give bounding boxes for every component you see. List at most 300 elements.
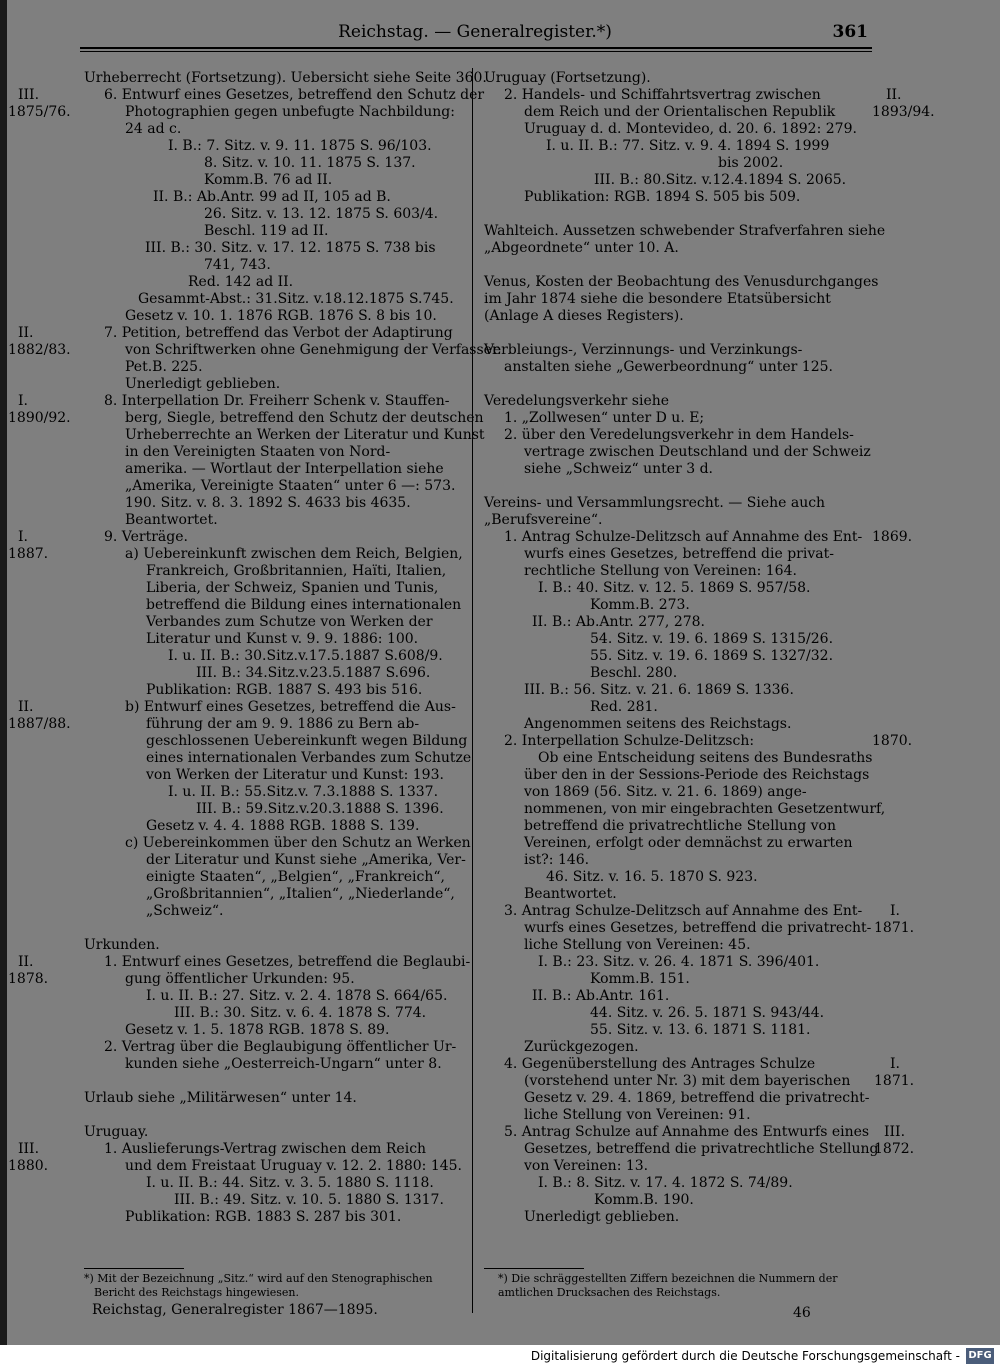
text-line — [8, 1175, 468, 1192]
text-line — [8, 665, 468, 682]
text-line — [480, 869, 940, 886]
line-text: 3. Antrag Schulze-Delitzsch auf Annahme des Ent- — [504, 903, 863, 919]
text-line — [480, 699, 940, 716]
line-text: anstalten siehe „Gewerbeordnung“ unter 125. — [504, 359, 833, 375]
text-line — [480, 206, 940, 223]
line-text: amerika. — Wortlaut der Interpellation siehe — [125, 461, 444, 477]
text-line — [480, 274, 940, 291]
line-text: Uruguay d. d. Montevideo, d. 20. 6. 1892: 279. — [524, 121, 857, 137]
text-line — [8, 1022, 468, 1039]
text-line — [480, 937, 940, 954]
text-line — [480, 1056, 940, 1073]
line-text: I. u. II. B.: 44. Sitz. v. 3. 5. 1880 S. 1118. — [146, 1175, 434, 1191]
text-line — [8, 869, 468, 886]
line-text: Red. 281. — [590, 699, 658, 715]
text-line — [8, 546, 468, 563]
line-text: 2. über den Veredelungsverkehr in dem Handels- — [504, 427, 854, 443]
line-text: Literatur und Kunst v. 9. 9. 1886: 100. — [146, 631, 419, 647]
text-line — [480, 886, 940, 903]
text-line — [8, 1073, 468, 1090]
line-text: a) Uebereinkunft zwischen dem Reich, Belgien, — [125, 546, 463, 562]
footnote-line: amtlichen Drucksachen des Reichstags. — [498, 1286, 721, 1299]
line-text: 4. Gegenüberstellung des Antrages Schulze — [504, 1056, 816, 1072]
text-line — [8, 614, 468, 631]
line-text: 6. Entwurf eines Gesetzes, betreffend den Schutz der — [104, 87, 485, 103]
margin-session-note: 1875/76. — [8, 104, 71, 120]
line-text: „Amerika, Vereinigte Staaten“ unter 6 —: 573. — [125, 478, 456, 494]
line-text: Zurückgezogen. — [524, 1039, 639, 1055]
line-text: von Werken der Literatur und Kunst: 193. — [146, 767, 444, 783]
footnote-line: Bericht des Reichstags hingewiesen. — [94, 1286, 300, 1299]
line-text: 44. Sitz. v. 26. 5. 1871 S. 943/44. — [590, 1005, 825, 1021]
signature-mark: 46 — [793, 1305, 811, 1321]
text-line — [8, 971, 468, 988]
line-text: Gesetzes, betreffend die privatrechtliche Stellung — [524, 1141, 879, 1157]
margin-session-note: 1882/83. — [8, 342, 71, 358]
text-line — [8, 835, 471, 852]
line-text: „Großbritannien“, „Italien“, „Niederlande“, — [146, 886, 455, 902]
line-text: 741, 743. — [204, 257, 271, 273]
line-text: Publikation: RGB. 1883 S. 287 bis 301. — [125, 1209, 402, 1225]
text-line — [480, 597, 940, 614]
line-text: Red. 142 ad II. — [188, 274, 294, 290]
line-text: c) Uebereinkommen über den Schutz an Werken — [125, 835, 471, 851]
line-text: Gesetz v. 29. 4. 1869, betreffend die privatrecht- — [524, 1090, 870, 1106]
text-line — [8, 580, 468, 597]
margin-session-note: I. — [890, 903, 900, 919]
line-text: Frankreich, Großbritannien, Haïti, Italien, — [146, 563, 447, 579]
footnote-line: *) Mit der Bezeichnung „Sitz.“ wird auf den Stenographischen — [84, 1272, 433, 1285]
text-line — [8, 495, 468, 512]
line-text: einigte Staaten“, „Belgien“, „Frankreich“, — [146, 869, 446, 885]
page-header — [80, 20, 870, 46]
line-text: 1. Entwurf eines Gesetzes, betreffend die Beglaubi- — [104, 954, 471, 970]
text-line — [480, 920, 940, 937]
margin-session-note: 1887. — [8, 546, 49, 562]
line-text: 7. Petition, betreffend das Verbot der Adaptirung — [104, 325, 453, 341]
text-line — [8, 1107, 468, 1124]
line-text: Photographien gegen unbefugte Nachbildung: — [125, 104, 455, 120]
text-line — [480, 121, 940, 138]
line-text: III. B.: 49. Sitz. v. 10. 5. 1880 S. 1317. — [174, 1192, 444, 1208]
text-line — [480, 665, 940, 682]
line-text: I. B.: 7. Sitz. v. 9. 11. 1875 S. 96/103. — [168, 138, 432, 154]
margin-session-note: 1890/92. — [8, 410, 71, 426]
text-line — [480, 954, 940, 971]
line-text: 2. Interpellation Schulze-Delitzsch: — [504, 733, 755, 749]
text-line — [8, 70, 487, 87]
text-line — [480, 104, 940, 121]
text-line — [480, 189, 940, 206]
line-text: 55. Sitz. v. 19. 6. 1869 S. 1327/32. — [590, 648, 834, 664]
line-text: I. u. II. B.: 27. Sitz. v. 2. 4. 1878 S. 664/65. — [146, 988, 448, 1004]
line-text: Pet.B. 225. — [125, 359, 203, 375]
text-line — [480, 291, 940, 308]
text-line — [480, 801, 940, 818]
text-line — [480, 988, 940, 1005]
text-line — [480, 70, 940, 87]
line-text: Beschl. 280. — [590, 665, 678, 681]
text-line — [8, 699, 468, 716]
line-text: führung der am 9. 9. 1886 zu Bern ab- — [146, 716, 420, 732]
text-line — [8, 818, 468, 835]
margin-session-note: II. — [18, 699, 34, 715]
text-line — [480, 733, 940, 750]
line-text: rechtliche Stellung von Vereinen: 164. — [524, 563, 797, 579]
margin-session-note: I. — [18, 393, 28, 409]
line-text: Beantwortet. — [125, 512, 218, 528]
text-line — [8, 801, 468, 818]
line-text: Komm.B. 151. — [590, 971, 690, 987]
text-line — [480, 172, 940, 189]
text-line — [8, 1192, 468, 1209]
text-line — [480, 87, 940, 104]
text-line — [8, 291, 468, 308]
text-line — [8, 682, 468, 699]
line-text: II. B.: Ab.Antr. 99 ad II, 105 ad B. — [153, 189, 391, 205]
text-line — [480, 478, 940, 495]
line-text: der Literatur und Kunst siehe „Amerika, Ver- — [146, 852, 466, 868]
line-text: dem Reich und der Orientalischen Republik — [524, 104, 836, 120]
text-line — [8, 512, 468, 529]
margin-session-note: 1870. — [872, 733, 913, 749]
text-line — [480, 784, 940, 801]
line-text: III. B.: 34.Sitz.v.23.5.1887 S.696. — [196, 665, 431, 681]
text-line — [480, 1175, 940, 1192]
text-line — [480, 767, 940, 784]
text-line — [480, 716, 940, 733]
line-text: I. B.: 23. Sitz. v. 26. 4. 1871 S. 396/401. — [538, 954, 820, 970]
line-text: siehe „Schweiz“ unter 3 d. — [524, 461, 713, 477]
line-text: III. B.: 80.Sitz. v.12.4.1894 S. 2065. — [594, 172, 847, 188]
line-text: „Schweiz“. — [146, 903, 224, 919]
margin-session-note: II. — [18, 325, 34, 341]
line-text: I. B.: 40. Sitz. v. 12. 5. 1869 S. 957/58. — [538, 580, 811, 596]
text-line — [480, 495, 940, 512]
text-line — [480, 427, 940, 444]
line-text: bis 2002. — [718, 155, 784, 171]
line-text: berg, Siegle, betreffend den Schutz der deutschen — [125, 410, 484, 426]
margin-session-note: 1872. — [874, 1141, 915, 1157]
text-line — [8, 597, 468, 614]
footnote-line: *) Die schräggestellten Ziffern bezeichnen die Nummern der — [498, 1272, 838, 1285]
text-line — [8, 206, 468, 223]
text-line — [480, 376, 940, 393]
line-text: vertrage zwischen Deutschland und der Schweiz — [524, 444, 871, 460]
line-text: I. B.: 8. Sitz. v. 17. 4. 1872 S. 74/89. — [538, 1175, 793, 1191]
line-text: Angenommen seitens des Reichstags. — [524, 716, 792, 732]
text-line — [480, 1039, 940, 1056]
text-line — [480, 1124, 940, 1141]
line-text: 54. Sitz. v. 19. 6. 1869 S. 1315/26. — [590, 631, 834, 647]
line-text: I. u. II. B.: 30.Sitz.v.17.5.1887 S.608/9. — [168, 648, 443, 664]
text-line — [480, 818, 940, 835]
text-line — [480, 563, 940, 580]
line-text: 5. Antrag Schulze auf Annahme des Entwurfs eines — [504, 1124, 870, 1140]
margin-session-note: II. — [18, 954, 34, 970]
text-line — [480, 614, 940, 631]
text-line — [480, 461, 940, 478]
text-line — [8, 784, 468, 801]
text-line — [8, 410, 484, 427]
column-divider — [472, 68, 473, 1313]
left-column — [8, 70, 502, 1226]
line-text: Publikation: RGB. 1894 S. 505 bis 509. — [524, 189, 801, 205]
text-line — [8, 886, 468, 903]
text-line — [8, 104, 468, 121]
line-text: 1. Auslieferungs-Vertrag zwischen dem Reich — [104, 1141, 427, 1157]
text-line — [480, 342, 940, 359]
text-line — [8, 257, 468, 274]
line-text: Venus, Kosten der Beobachtung des Venusdurchganges — [484, 274, 879, 290]
margin-session-note: 1871. — [874, 920, 915, 936]
text-line — [8, 1209, 468, 1226]
margin-session-note: 1887/88. — [8, 716, 71, 732]
line-text: Komm.B. 76 ad II. — [204, 172, 333, 188]
text-line — [8, 189, 468, 206]
line-text: wurfs eines Gesetzes, betreffend die privat- — [524, 546, 834, 562]
text-line — [8, 376, 468, 393]
line-text: geschlossenen Uebereinkunft wegen Bildung — [146, 733, 468, 749]
line-text: III. B.: 30. Sitz. v. 17. 12. 1875 S. 738 bis — [145, 240, 436, 256]
line-text: Unerledigt geblieben. — [125, 376, 281, 392]
line-text: 9. Verträge. — [104, 529, 188, 545]
text-line — [480, 1107, 940, 1124]
margin-session-note: II. — [886, 87, 902, 103]
line-text: Gesetz v. 4. 4. 1888 RGB. 1888 S. 139. — [146, 818, 420, 834]
line-text: „Berufsvereine“. — [484, 512, 603, 528]
margin-session-note: 1869. — [872, 529, 913, 545]
text-line — [8, 750, 472, 767]
page-number: 361 — [832, 22, 868, 42]
right-footnote-rule — [484, 1268, 584, 1269]
text-line — [480, 138, 940, 155]
line-text: Publikation: RGB. 1887 S. 493 bis 516. — [146, 682, 423, 698]
line-text: Beschl. 119 ad II. — [204, 223, 329, 239]
text-line — [8, 852, 468, 869]
text-line — [8, 444, 468, 461]
text-line — [480, 325, 940, 342]
line-text: Verbandes zum Schutze von Werken der — [146, 614, 433, 630]
line-text: 2. Handels- und Schiffahrtsvertrag zwischen — [504, 87, 821, 103]
text-line — [480, 903, 940, 920]
line-text: Komm.B. 273. — [590, 597, 690, 613]
text-line — [480, 1022, 940, 1039]
register-title-footer: Reichstag, Generalregister 1867—1895. — [92, 1302, 378, 1318]
line-text: Uruguay (Fortsetzung). — [484, 70, 651, 86]
line-text: 1. Antrag Schulze-Delitzsch auf Annahme des Ent- — [504, 529, 863, 545]
text-line — [8, 903, 468, 920]
line-text: „Abgeordnete“ unter 10. A. — [484, 240, 679, 256]
text-line — [480, 682, 940, 699]
dfg-logo: DFG — [966, 1348, 994, 1364]
text-line — [8, 1158, 468, 1175]
line-text: 55. Sitz. v. 13. 6. 1871 S. 1181. — [590, 1022, 811, 1038]
text-line — [8, 733, 468, 750]
line-text: Beantwortet. — [524, 886, 617, 902]
text-line — [480, 529, 940, 546]
text-line — [480, 546, 940, 563]
line-text: kunden siehe „Oesterreich-Ungarn“ unter 8. — [125, 1056, 442, 1072]
text-line — [480, 359, 940, 376]
text-line — [480, 240, 940, 257]
line-text: 46. Sitz. v. 16. 5. 1870 S. 923. — [546, 869, 758, 885]
text-line — [8, 1039, 468, 1056]
margin-session-note: I. — [18, 529, 28, 545]
line-text: Urkunden. — [84, 937, 160, 953]
text-line — [8, 359, 468, 376]
margin-session-note: III. — [18, 1141, 40, 1157]
text-line — [480, 1158, 940, 1175]
line-text: Wahlteich. Aussetzen schwebender Strafverfahren siehe — [484, 223, 886, 239]
text-line — [480, 155, 940, 172]
text-line — [8, 325, 468, 342]
text-line — [8, 240, 468, 257]
text-line — [8, 1141, 468, 1158]
text-line — [480, 631, 940, 648]
margin-session-note: III. — [18, 87, 40, 103]
line-text: III. B.: 56. Sitz. v. 21. 6. 1869 S. 1336. — [524, 682, 794, 698]
line-text: eines internationalen Verbandes zum Schutze — [146, 750, 472, 766]
text-line — [8, 631, 468, 648]
text-line — [8, 529, 468, 546]
line-text: liche Stellung von Vereinen: 45. — [524, 937, 751, 953]
text-line — [480, 1209, 940, 1226]
line-text: in den Vereinigten Staaten von Nord- — [125, 444, 391, 460]
text-line — [480, 257, 940, 274]
text-line — [8, 172, 468, 189]
line-text: III. B.: 59.Sitz.v.20.3.1888 S. 1396. — [196, 801, 444, 817]
text-line — [8, 342, 502, 359]
line-text: betreffend die Bildung eines internationalen — [146, 597, 462, 613]
text-line — [480, 750, 940, 767]
text-line — [8, 461, 468, 478]
line-text: Ob eine Entscheidung seitens des Bundesraths — [538, 750, 873, 766]
line-text: gung öffentlicher Urkunden: 95. — [125, 971, 355, 987]
text-line — [8, 1005, 468, 1022]
line-text: Liberia, der Schweiz, Spanien und Tunis, — [146, 580, 439, 596]
line-text: von Schriftwerken ohne Genehmigung der Verfasser. — [125, 342, 502, 358]
line-text: Unerledigt geblieben. — [524, 1209, 680, 1225]
text-line — [8, 155, 468, 172]
line-text: 8. Interpellation Dr. Freiherr Schenk v. Stauffen- — [104, 393, 450, 409]
text-line — [8, 121, 468, 138]
text-line — [8, 427, 485, 444]
text-line — [8, 954, 471, 971]
right-footnote — [498, 1272, 878, 1300]
margin-session-note: 1871. — [874, 1073, 915, 1089]
line-text: nommenen, von mir eingebrachten Gesetzentwurf, — [524, 801, 886, 817]
left-footnote-rule — [84, 1268, 184, 1269]
text-line — [480, 393, 940, 410]
margin-session-note: I. — [890, 1056, 900, 1072]
margin-session-note: III. — [884, 1124, 906, 1140]
text-line — [480, 223, 940, 240]
line-text: II. B.: Ab.Antr. 161. — [532, 988, 670, 1004]
running-title: Reichstag. — Generalregister.*) — [338, 22, 612, 42]
line-text: III. B.: 30. Sitz. v. 6. 4. 1878 S. 774. — [174, 1005, 427, 1021]
text-line — [480, 835, 940, 852]
text-line — [8, 937, 468, 954]
text-line — [480, 1090, 940, 1107]
line-text: Veredelungsverkehr siehe — [484, 393, 670, 409]
margin-session-note: 1893/94. — [872, 104, 935, 120]
line-text: Urlaub siehe „Militärwesen“ unter 14. — [84, 1090, 357, 1106]
header-rule-thin — [80, 51, 872, 52]
line-text: Uruguay. — [84, 1124, 149, 1140]
text-line — [480, 971, 940, 988]
line-text: im Jahr 1874 siehe die besondere Etatsübersicht — [484, 291, 831, 307]
line-text: Komm.B. 190. — [594, 1192, 694, 1208]
line-text: I. u. II. B.: 77. Sitz. v. 9. 4. 1894 S. 1999 — [546, 138, 830, 154]
text-line — [8, 223, 468, 240]
text-line — [8, 393, 468, 410]
text-line — [480, 308, 940, 325]
line-text: Gesetz v. 1. 5. 1878 RGB. 1878 S. 89. — [125, 1022, 390, 1038]
line-text: 26. Sitz. v. 13. 12. 1875 S. 603/4. — [204, 206, 439, 222]
line-text: 24 ad c. — [125, 121, 182, 137]
line-text: ist?: 146. — [524, 852, 590, 868]
text-line — [8, 648, 468, 665]
line-text: Urheberrechte an Werken der Literatur und Kunst — [125, 427, 485, 443]
text-line — [480, 852, 940, 869]
line-text: liche Stellung von Vereinen: 91. — [524, 1107, 751, 1123]
page-edge-shadow — [0, 0, 7, 1345]
digitization-credit-bar — [0, 1345, 1000, 1368]
text-line — [8, 274, 468, 291]
line-text: von Vereinen: 13. — [524, 1158, 649, 1174]
line-text: über den in der Sessions-Periode des Reichstags — [524, 767, 870, 783]
line-text: und dem Freistaat Uruguay v. 12. 2. 1880: 145. — [125, 1158, 462, 1174]
margin-session-note: 1880. — [8, 1158, 49, 1174]
text-line — [480, 580, 940, 597]
text-line — [8, 138, 468, 155]
text-line — [480, 444, 940, 461]
line-text: Vereins- und Versammlungsrecht. — Siehe auch — [484, 495, 826, 511]
line-text: 1. „Zollwesen“ unter D u. E; — [504, 410, 705, 426]
text-line — [8, 563, 468, 580]
left-footnote — [84, 1272, 464, 1300]
line-text: 2. Vertrag über die Beglaubigung öffentlicher Ur- — [104, 1039, 457, 1055]
text-line — [8, 988, 468, 1005]
text-line — [480, 1141, 940, 1158]
text-line — [480, 410, 940, 427]
line-text: Gesammt-Abst.: 31.Sitz. v.18.12.1875 S.745. — [138, 291, 454, 307]
text-line — [8, 767, 468, 784]
line-text: betreffend die privatrechtliche Stellung von — [524, 818, 836, 834]
text-line — [8, 87, 485, 104]
text-line — [8, 478, 468, 495]
text-line — [8, 1090, 468, 1107]
line-text: Gesetz v. 10. 1. 1876 RGB. 1876 S. 8 bis 10. — [125, 308, 437, 324]
line-text: b) Entwurf eines Gesetzes, betreffend die Aus- — [125, 699, 456, 715]
line-text: 190. Sitz. v. 8. 3. 1892 S. 4633 bis 4635. — [125, 495, 411, 511]
line-text: Vereinen, erfolgt oder demnächst zu erwarten — [524, 835, 853, 851]
right-column — [480, 70, 940, 1226]
text-line — [8, 308, 468, 325]
line-text: (Anlage A dieses Registers). — [484, 308, 684, 324]
text-line — [480, 1073, 940, 1090]
line-text: I. u. II. B.: 55.Sitz.v. 7.3.1888 S. 1337. — [168, 784, 439, 800]
text-line — [8, 716, 468, 733]
line-text: wurfs eines Gesetzes, betreffend die privatrecht- — [524, 920, 872, 936]
line-text: II. B.: Ab.Antr. 277, 278. — [532, 614, 705, 630]
text-line — [480, 1005, 940, 1022]
line-text: Verbleiungs-, Verzinnungs- und Verzinkungs- — [484, 342, 803, 358]
line-text: (vorstehend unter Nr. 3) mit dem bayerischen — [524, 1073, 851, 1089]
margin-session-note: 1878. — [8, 971, 49, 987]
text-line — [480, 512, 940, 529]
